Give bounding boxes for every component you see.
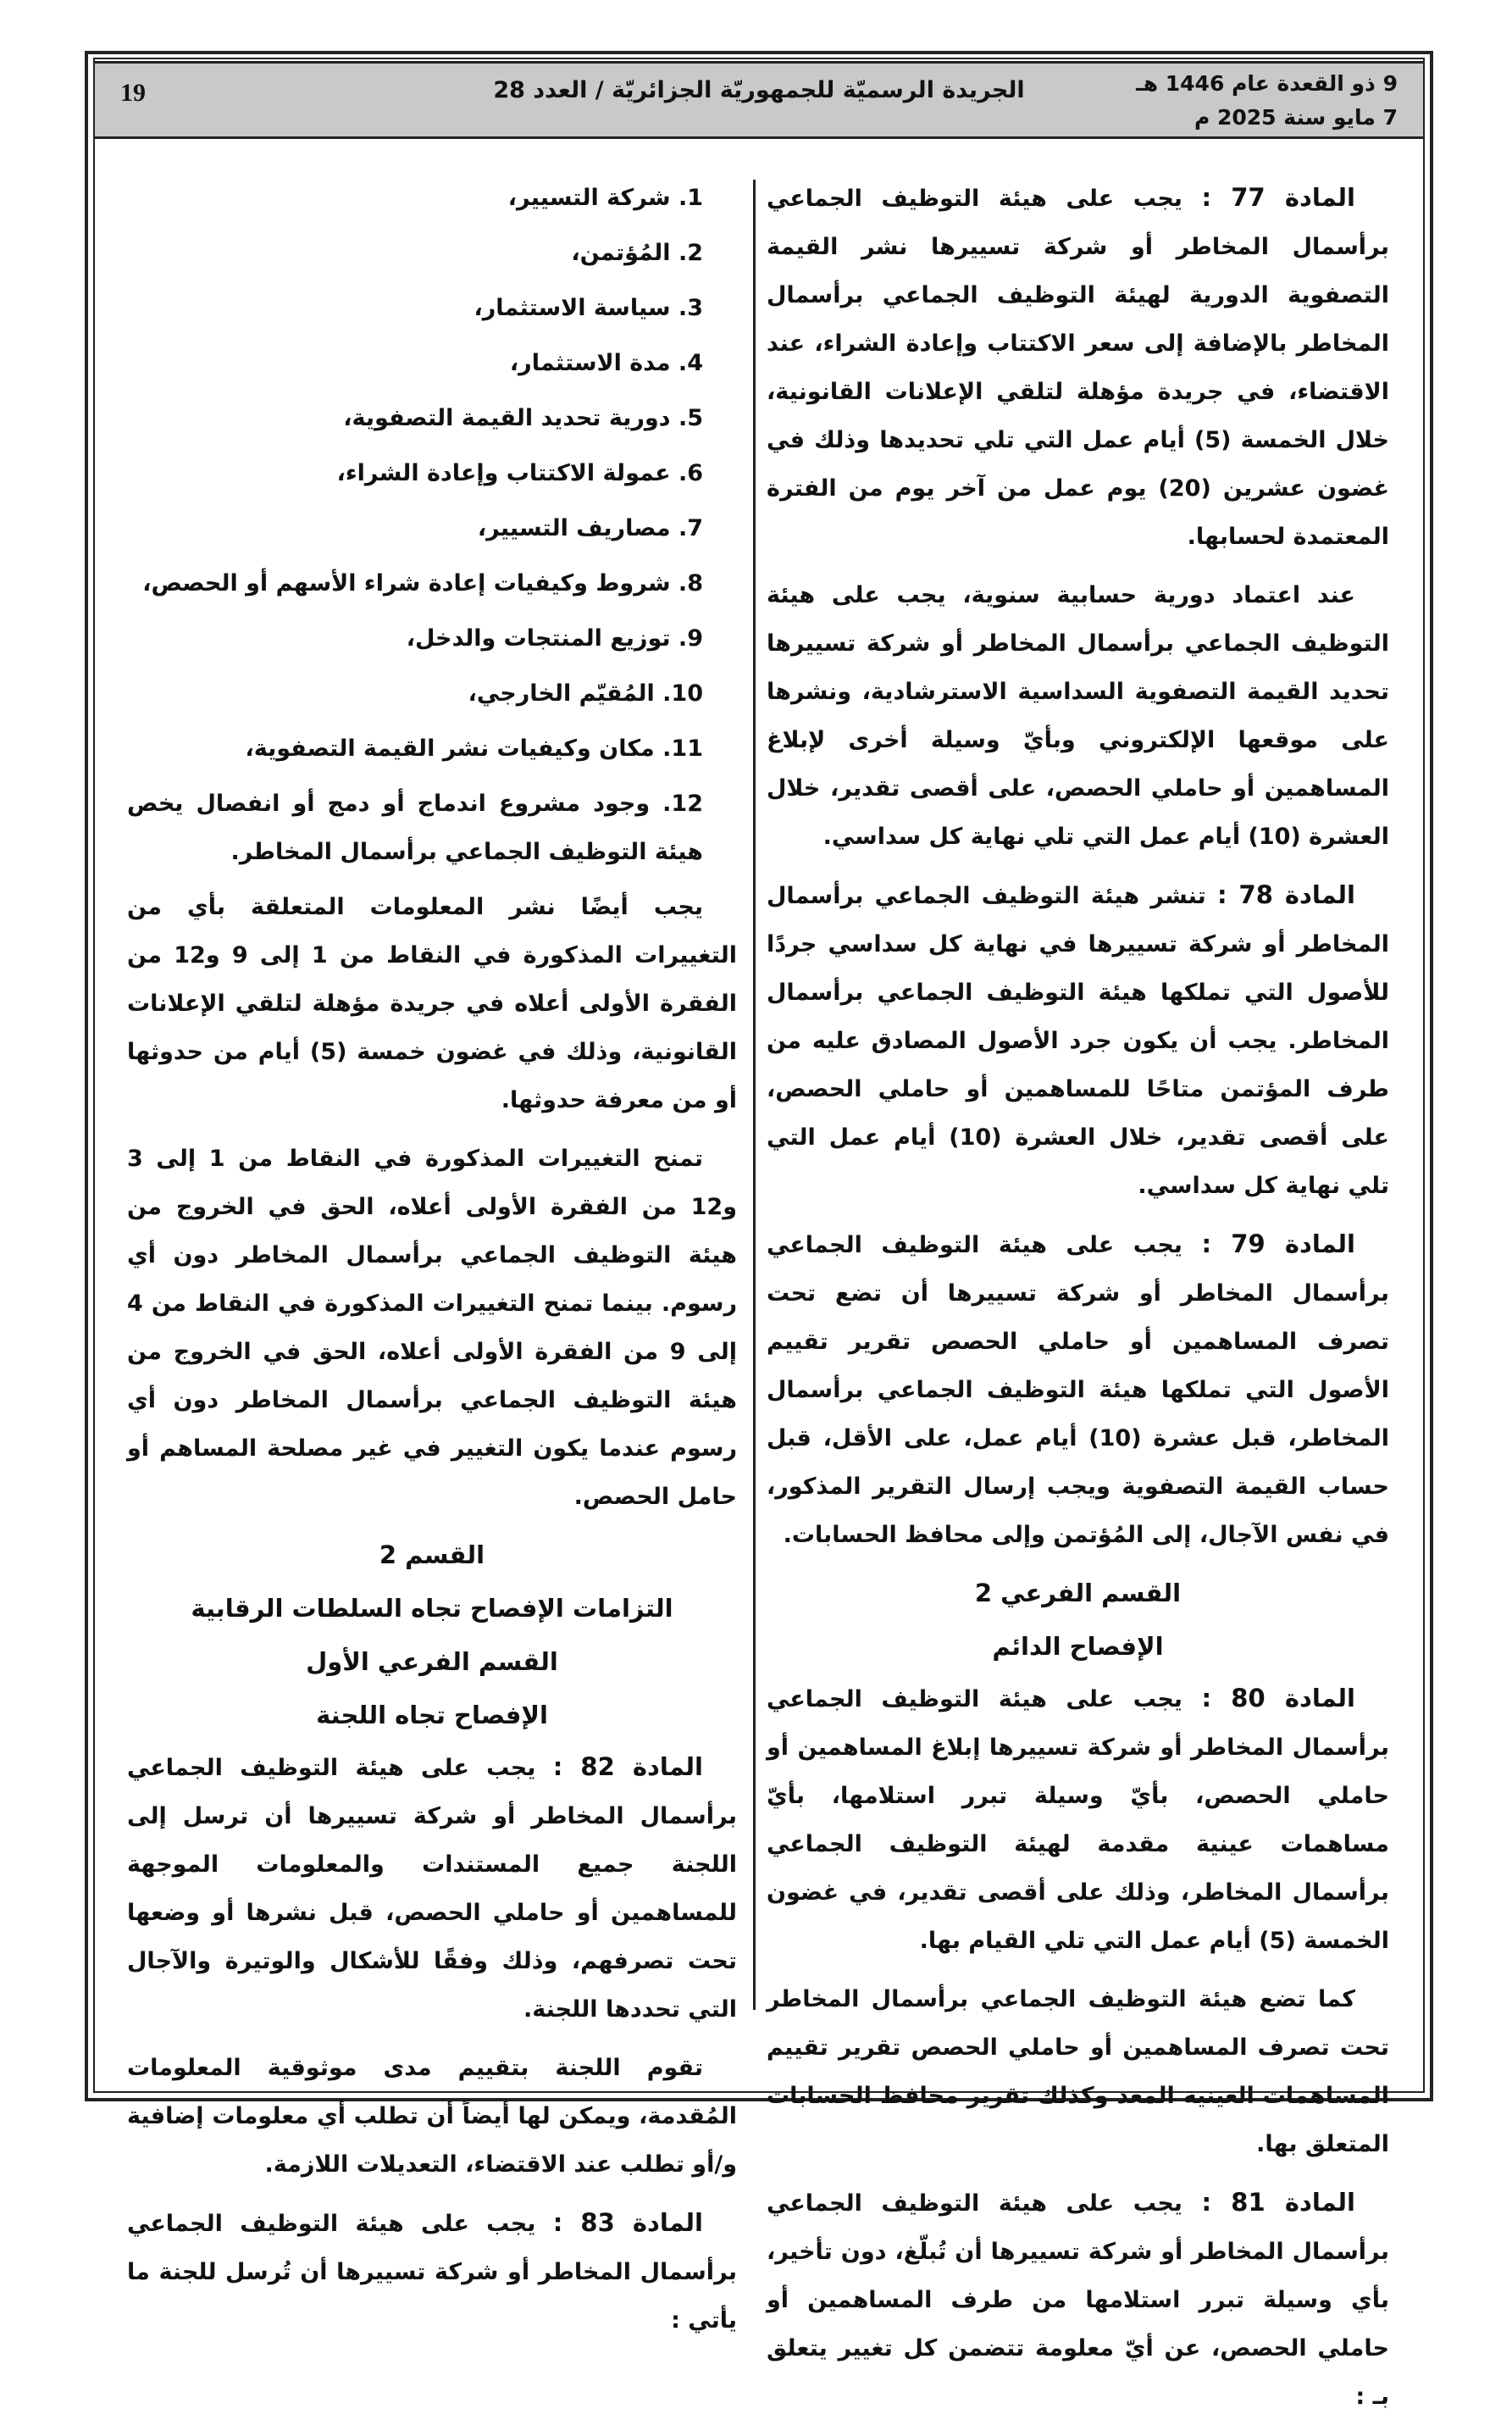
article-label: المادة 77 : <box>1201 183 1355 212</box>
list-item: 2. المُؤتمن، <box>571 240 703 266</box>
section-name: التزامات الإفصاح تجاه السلطات الرقابية <box>191 1594 673 1623</box>
right-column <box>767 174 1389 2431</box>
article-text: يجب على هيئة التوظيف الجماعي برأسمال المخاطر أو شركة تسييرها أن تُبلّغ، دون تأخير، بأي وسيلة تبرر استلامها من طرف المساهمين أو حاملي الحصص، عن أيّ معلومة تتضمن كل تغيير يتعلق بـ : <box>767 2190 1389 2410</box>
change-list <box>127 174 737 876</box>
paragraph: عند اعتماد دورية حسابية سنوية، يجب على هيئة التوظيف الجماعي برأسمال المخاطر أو شركة تسييرها تحديد القيمة التصفوية السداسية الاسترشادية، ونشرها على موقعها الإلكتروني وبأيّ وسيلة أخرى لإبلاغ المساهمين أو حاملي الحصص، على أقصى تقدير، خلال العشرة (10) أيام عمل التي تلي نهاية كل سداسي. <box>767 582 1389 850</box>
list-item: 1. شركة التسيير، <box>507 185 703 211</box>
list-item: 8. شروط وكيفيات إعادة شراء الأسهم أو الحصص، <box>142 570 703 597</box>
article-text: يجب على هيئة التوظيف الجماعي برأسمال المخاطر أو شركة تسييرها نشر القيمة التصفوية الدورية لهيئة التوظيف الجماعي برأسمال المخاطر بالإضافة إلى سعر الاكتتاب وإعادة الشراء، عند الاقتضاء، في جريدة مؤهلة لتلقي الإعلانات القانونية، خلال الخمسة (5) أيام عمل التي تلي تحديدها وذلك في غضون عشرين (20) يوم عمل من آخر يوم من الفترة المعتمدة لحسابها. <box>767 186 1390 550</box>
article-text: يجب على هيئة التوظيف الجماعي برأسمال المخاطر أو شركة تسييرها أن تضع تحت تصرف المساهمين أو حاملي الحصص تقرير تقييم الأصول التي تملكها هيئة التوظيف الجماعي برأسمال المخاطر، قبل عشرة (10) أيام عمل، على الأقل، قبل حساب القيمة التصفوية ويجب إرسال التقرير المذكور، في نفس الآجال، إلى المُؤتمن وإلى محافظ الحسابات. <box>767 1232 1389 1548</box>
article-label: المادة 78 : <box>1216 880 1355 909</box>
article-label: المادة 80 : <box>1201 1684 1355 1712</box>
subsection-name: الإفصاح تجاه اللجنة <box>316 1701 548 1729</box>
paragraph: تمنح التغييرات المذكورة في النقاط من 1 إلى 3 و12 من الفقرة الأولى أعلاه، الحق في الخروج من هيئة التوظيف الجماعي برأسمال المخاطر دون أي رسوم. بينما تمنح التغييرات المذكورة في النقاط من 4 إلى 9 من الفقرة الأولى أعلاه، الحق في الخروج من هيئة التوظيف الجماعي برأسمال المخاطر دون أي رسوم عندما يكون التغيير في غير مصلحة المساهم أو حامل الحصص. <box>127 1146 737 1510</box>
article-label: المادة 79 : <box>1201 1229 1355 1258</box>
list-item: 5. دورية تحديد القيمة التصفوية، <box>343 405 703 431</box>
left-column <box>127 174 737 2355</box>
page-number: 19 <box>120 79 146 107</box>
article-text: يجب على هيئة التوظيف الجماعي برأسمال المخاطر أو شركة تسييرها أن ترسل إلى اللجنة جميع المستندات والمعلومات الموجهة للمساهمين أو حاملي الحصص، قبل نشرها أو وضعها تحت تصرفهم، وذلك وفقًا للأشكال والوتيرة والآجال التي تحددها اللجنة. <box>127 1755 737 2023</box>
subsection-heading: القسم الفرعي الأول <box>306 1647 558 1676</box>
list-item: 4. مدة الاستثمار، <box>509 350 703 376</box>
article-78 <box>767 871 1389 1210</box>
subsection-heading: القسم الفرعي 2 <box>974 1579 1182 1607</box>
article-text: يجب على هيئة التوظيف الجماعي برأسمال المخاطر أو شركة تسييرها إبلاغ المساهمين أو حاملي الحصص، بأيّ وسيلة تبرر استلامها، بأيّ مساهمات عينية مقدمة لهيئة التوظيف الجماعي برأسمال المخاطر، وذلك على أقصى تقدير، في غضون الخمسة (5) أيام عمل التي تلي القيام بها. <box>767 1686 1389 1954</box>
list-item: 7. مصاريف التسيير، <box>477 515 703 541</box>
column-divider <box>753 180 756 2010</box>
date-gregorian: 7 مايو سنة 2025 م <box>1194 105 1398 130</box>
article-80 <box>767 1674 1389 1965</box>
article-text: يجب على هيئة التوظيف الجماعي برأسمال المخاطر أو شركة تسييرها أن تُرسل للجنة ما يأتي : <box>127 2211 737 2334</box>
article-83 <box>127 2199 737 2345</box>
gazette-title: الجريدة الرسميّة للجمهوريّة الجزائريّة / العدد 28 <box>493 77 1025 103</box>
list-item: 9. توزيع المنتجات والدخل، <box>406 625 703 652</box>
paragraph: تقوم اللجنة بتقييم مدى موثوقية المعلومات المُقدمة، ويمكن لها أيضاً أن تطلب أي معلومات إضافية و/أو تطلب عند الاقتضاء، التعديلات اللازمة. <box>127 2055 737 2178</box>
page-header <box>95 61 1423 139</box>
article-77 <box>767 174 1389 561</box>
article-79 <box>767 1220 1389 1559</box>
subsection-name: الإفصاح الدائم <box>992 1632 1164 1661</box>
section-heading: القسم 2 <box>379 1540 485 1569</box>
paragraph: كما تضع هيئة التوظيف الجماعي برأسمال المخاطر تحت تصرف المساهمين أو حاملي الحصص تقرير تقييم المساهمات العينية المعد وكذلك تقرير محافظ الحسابات المتعلق بها. <box>767 1986 1389 2157</box>
list-item: 6. عمولة الاكتتاب وإعادة الشراء، <box>336 460 703 486</box>
article-82 <box>127 1743 737 2034</box>
article-label: المادة 83 : <box>552 2208 703 2237</box>
list-item: 3. سياسة الاستثمار، <box>474 295 703 321</box>
article-text: تنشر هيئة التوظيف الجماعي برأسمال المخاطر أو شركة تسييرها في نهاية كل سداسي جردًا للأصول التي تملكها هيئة التوظيف الجماعي برأسمال المخاطر. يجب أن يكون جرد الأصول المصادق عليه من طرف المؤتمن متاحًا للمساهمين أو حاملي الحصص، على أقصى تقدير، خلال العشرة (10) أيام عمل التي تلي نهاية كل سداسي. <box>767 883 1389 1199</box>
date-hijri: 9 ذو القعدة عام 1446 هـ <box>1136 71 1398 96</box>
list-item: 10. المُقيّم الخارجي، <box>468 680 703 707</box>
paragraph: يجب أيضًا نشر المعلومات المتعلقة بأي من التغييرات المذكورة في النقاط من 1 إلى 9 و12 من الفقرة الأولى أعلاه في جريدة مؤهلة لتلقي الإعلانات القانونية، وذلك في غضون خمسة (5) أيام من حدوثها أو من معرفة حدوثها. <box>127 894 738 1113</box>
list-item: 11. مكان وكيفيات نشر القيمة التصفوية، <box>245 735 703 762</box>
issue-date <box>1136 67 1398 135</box>
list-item: 12. وجود مشروع اندماج أو دمج أو انفصال يخص هيئة التوظيف الجماعي برأسمال المخاطر. <box>127 791 703 865</box>
article-81 <box>767 2178 1389 2421</box>
article-label: المادة 82 : <box>552 1752 703 1781</box>
article-label: المادة 81 : <box>1201 2188 1355 2217</box>
